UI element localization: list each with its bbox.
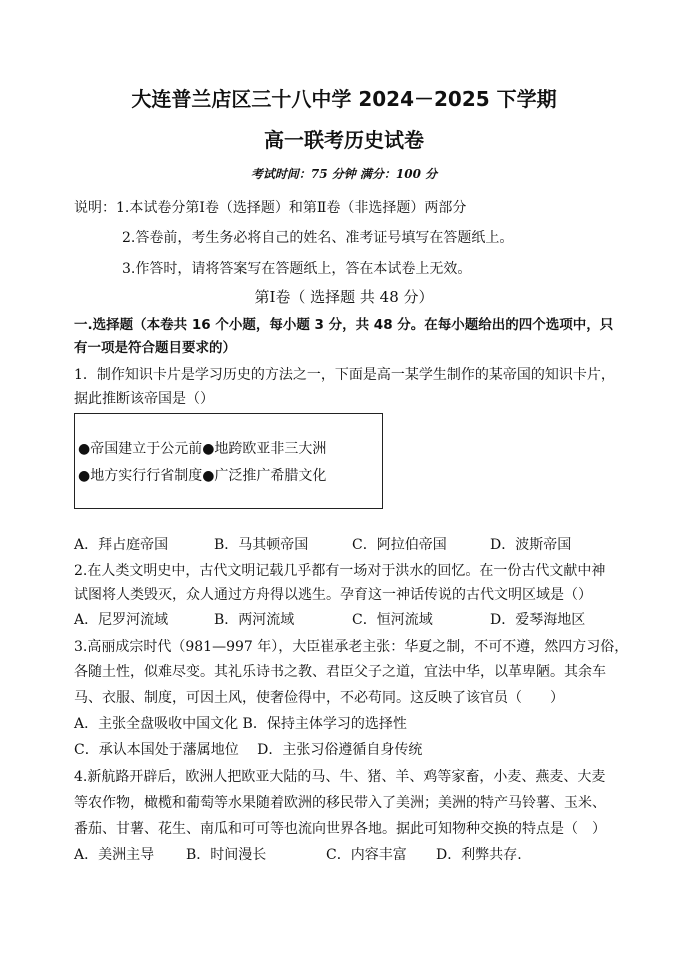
- q1-option-d: D．波斯帝国: [490, 537, 572, 553]
- q1-line-2: 据此推断该帝国是（）: [74, 391, 214, 407]
- part-instruction-1: 一.选择题（本卷共 16 个小题，每小题 3 分，共 48 分。在每小题给出的四个选项中，只: [74, 317, 614, 333]
- q2-option-a: A．尼罗河流域: [74, 612, 169, 628]
- q1-option-c: C．阿拉伯帝国: [352, 537, 447, 553]
- q4-line-2: 等农作物，橄榄和葡萄等水果随着欧洲的移民带入了美洲；美洲的特产马铃薯、玉米、: [74, 795, 606, 811]
- instruction-1: 说明：1.本试卷分第Ⅰ卷（选择题）和第Ⅱ卷（非选择题）两部分: [74, 200, 467, 216]
- q2-line-1: 2.在人类文明史中，古代文明记载几乎都有一场对于洪水的回忆。在一份古代文献中神: [74, 563, 606, 579]
- q3-line-2: 各随土性，似难尽变。其礼乐诗书之教、君臣父子之道，宜法中华，以革卑陋。其余车: [74, 664, 606, 680]
- exam-title-line1: 大连普兰店区三十八中学 2024－2025 下学期: [131, 87, 557, 111]
- q4-line-1: 4.新航路开辟后，欧洲人把欧亚大陆的马、牛、猪、羊、鸡等家畜，小麦、燕麦、大麦: [74, 769, 606, 785]
- q2-line-2: 试图将人类毁灭，众人通过方舟得以逃生。孕育这一神话传说的古代文明区域是（）: [74, 587, 592, 603]
- q1-line-1: 1．制作知识卡片是学习历史的方法之一，下面是高一某学生制作的某帝国的知识卡片，: [74, 367, 615, 383]
- card-line-2: ●地方实行行省制度●广泛推广希腊文化: [78, 468, 327, 484]
- instruction-2: 2.答卷前，考生务必将自己的姓名、准考证号填写在答题纸上。: [122, 230, 514, 246]
- q3-options-ab: A．主张全盘吸收中国文化 B．保持主体学习的选择性: [74, 716, 407, 732]
- exam-title-line2: 高一联考历史试卷: [264, 128, 424, 152]
- part-instruction-2: 有一项是符合题目要求的）: [74, 340, 236, 356]
- q4-option-a: A．美洲主导: [74, 847, 155, 863]
- q4-option-d: D．利弊共存.: [436, 847, 522, 863]
- q2-option-b: B．两河流域: [214, 612, 295, 628]
- q2-option-c: C．恒河流域: [352, 612, 433, 628]
- q3-line-1: 3.高丽成宗时代（981—997 年），大臣崔承老主张：华夏之制，不可不遵，然四方习俗，: [74, 639, 629, 655]
- q1-option-a: A．拜占庭帝国: [74, 537, 169, 553]
- q3-options-cd: C．承认本国处于藩属地位 D．主张习俗遵循自身传统: [74, 742, 423, 758]
- q4-option-c: C．内容丰富: [326, 847, 407, 863]
- exam-meta: 考试时间：75 分钟 满分：100 分: [250, 167, 438, 181]
- q2-option-d: D．爱琴海地区: [490, 612, 586, 628]
- q3-line-3: 马、衣服、制度，可因土风，使奢俭得中，不必苟同。这反映了该官员（ ）: [74, 690, 564, 706]
- q4-option-b: B．时间漫长: [186, 847, 267, 863]
- section-heading: 第Ⅰ卷（ 选择题 共 48 分）: [254, 288, 434, 306]
- q4-line-3: 番茄、甘薯、花生、南瓜和可可等也流向世界各地。据此可知物种交换的特点是（ ）: [74, 821, 606, 837]
- knowledge-card: [74, 413, 383, 509]
- instruction-3: 3.作答时，请将答案写在答题纸上，答在本试卷上无效。: [122, 261, 472, 277]
- card-line-1: ●帝国建立于公元前●地跨欧亚非三大洲: [78, 441, 327, 457]
- q1-option-b: B．马其顿帝国: [214, 537, 309, 553]
